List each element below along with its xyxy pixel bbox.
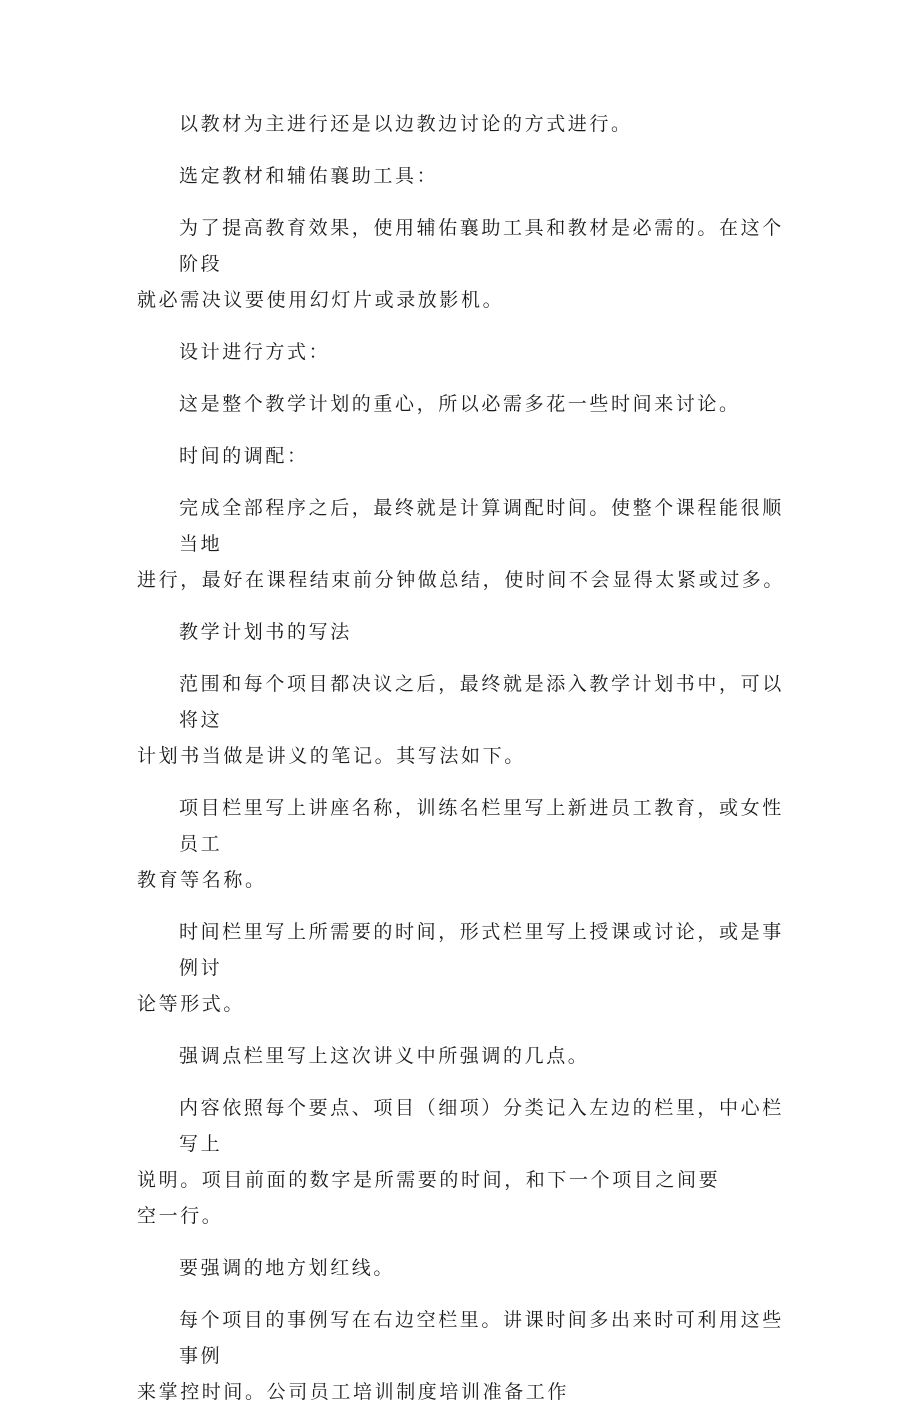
paragraph-line: 计划书当做是讲义的笔记。其写法如下。 — [137, 745, 526, 767]
paragraph-11 — [137, 914, 792, 1022]
paragraph-line: 内容依照每个要点、项目（细项）分类记入左边的栏里，中心栏写上 — [179, 1097, 784, 1155]
paragraph-5 — [137, 386, 792, 422]
paragraph-6-heading — [137, 438, 792, 474]
paragraph-line: 完成全部程序之后，最终就是计算调配时间。使整个课程能很顺当地 — [179, 497, 784, 555]
paragraph-line: 说明。项目前面的数字是所需要的时间，和下一个项目之间要 — [137, 1169, 721, 1191]
paragraph-line: 项目栏里写上讲座名称，训练名栏里写上新进员工教育，或女性员工 — [179, 797, 784, 855]
paragraph-line: 范围和每个项目都决议之后，最终就是添入教学计划书中，可以将这 — [179, 673, 784, 731]
paragraph-line: 强调点栏里写上这次讲义中所强调的几点。 — [179, 1045, 590, 1067]
paragraph-12 — [137, 1038, 792, 1074]
paragraph-line: 这是整个教学计划的重心，所以必需多花一些时间来讨论。 — [179, 393, 741, 415]
paragraph-line: 教学计划书的写法 — [179, 621, 352, 643]
paragraph-2-heading — [137, 158, 792, 194]
paragraph-line: 空一行。 — [137, 1205, 224, 1227]
paragraph-line: 论等形式。 — [137, 993, 246, 1015]
paragraph-line: 要强调的地方划红线。 — [179, 1257, 396, 1279]
document-body — [137, 106, 792, 1426]
paragraph-line: 以教材为主进行还是以边教边讨论的方式进行。 — [179, 113, 633, 135]
paragraph-7 — [137, 490, 792, 598]
paragraph-line: 时间栏里写上所需要的时间，形式栏里写上授课或讨论，或是事例讨 — [179, 921, 784, 979]
paragraph-16 — [137, 1302, 792, 1410]
paragraph-line: 为了提高教育效果，使用辅佑襄助工具和教材是必需的。在这个阶段 — [179, 217, 784, 275]
paragraph-9 — [137, 666, 792, 774]
paragraph-10 — [137, 790, 792, 898]
paragraph-14 — [137, 1198, 792, 1234]
paragraph-line: 设计进行方式： — [179, 341, 331, 363]
paragraph-line: 进行，最好在课程结束前分钟做总结，使时间不会显得太紧或过多。 — [137, 569, 786, 591]
paragraph-line: 就必需决议要使用幻灯片或录放影机。 — [137, 289, 505, 311]
paragraph-3 — [137, 210, 792, 318]
paragraph-line: 来掌控时间。公司员工培训制度培训准备工作 — [137, 1381, 570, 1403]
paragraph-4-heading — [137, 334, 792, 370]
paragraph-8-heading — [137, 614, 792, 650]
paragraph-line: 时间的调配： — [179, 445, 309, 467]
paragraph-15 — [137, 1250, 792, 1286]
paragraph-line: 选定教材和辅佑襄助工具： — [179, 165, 439, 187]
paragraph-1 — [137, 106, 792, 142]
paragraph-line: 每个项目的事例写在右边空栏里。讲课时间多出来时可利用这些事例 — [179, 1309, 784, 1367]
paragraph-13 — [137, 1090, 792, 1198]
paragraph-line: 教育等名称。 — [137, 869, 267, 891]
